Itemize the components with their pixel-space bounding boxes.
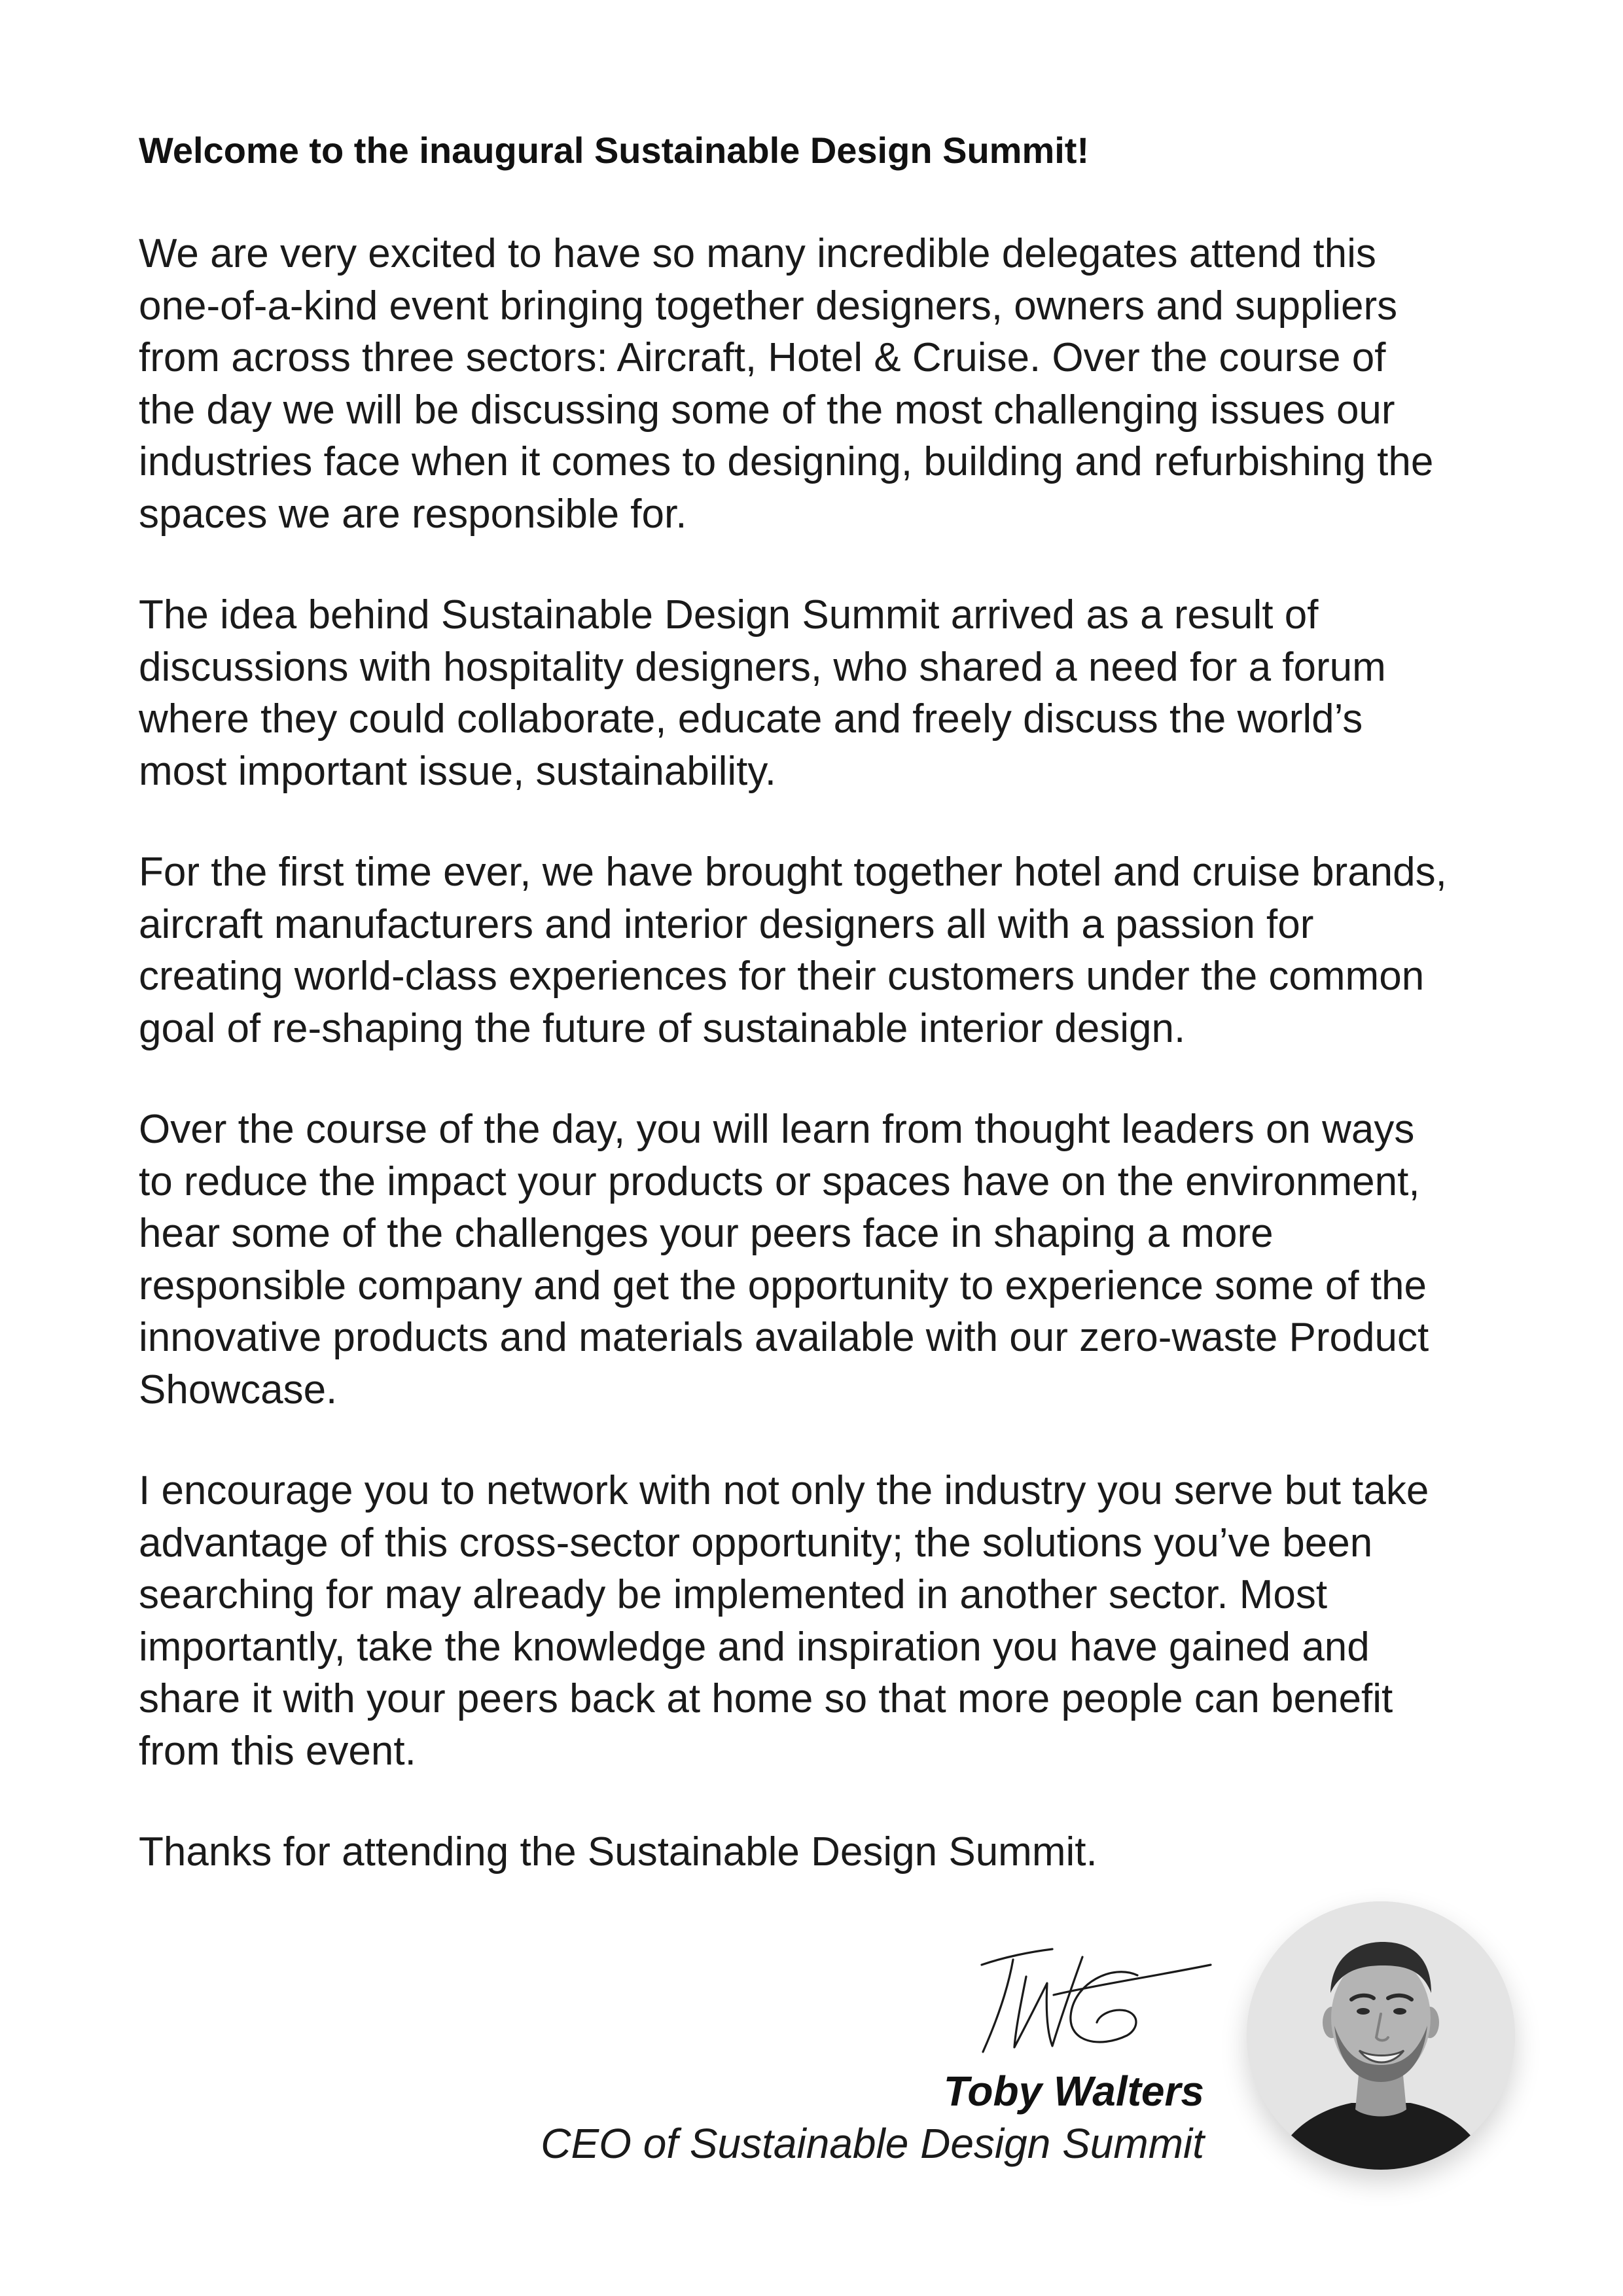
paragraph-line: from across three sectors: Aircraft, Hotel & Cruise. Over the course of [139, 335, 1386, 380]
paragraph-line: advantage of this cross-sector opportunity; the solutions you’ve been [139, 1520, 1373, 1566]
avatar [1247, 1901, 1515, 2170]
portrait-photo [1247, 1901, 1515, 2170]
letter-heading: Welcome to the inaugural Sustainable Design Summit! [139, 130, 1090, 171]
paragraph-first-time [139, 846, 1526, 1054]
paragraph-line: I encourage you to network with not only the industry you serve but take [139, 1468, 1429, 1513]
paragraph-line: spaces we are responsible for. [139, 491, 687, 537]
paragraph-line: We are very excited to have so many incredible delegates attend this [139, 231, 1376, 276]
letter-body [139, 124, 1526, 1928]
paragraph-line: where they could collaborate, educate and freely discuss the world’s [139, 696, 1363, 742]
paragraph-course-of-day [139, 1103, 1526, 1416]
paragraph-line: Over the course of the day, you will learn from thought leaders on ways [139, 1107, 1415, 1152]
paragraph-line: the day we will be discussing some of the most challenging issues our [139, 387, 1395, 433]
paragraph-line: most important issue, sustainability. [139, 748, 777, 794]
paragraph-intro [139, 228, 1526, 540]
paragraph-network [139, 1465, 1526, 1777]
paragraph-line: from this event. [139, 1728, 416, 1774]
signer-name: Toby Walters [943, 2068, 1204, 2115]
paragraph-thanks [139, 1826, 1526, 1878]
paragraph-line: importantly, take the knowledge and inspiration you have gained and [139, 1624, 1370, 1670]
paragraph-line: industries face when it comes to designing, building and refurbishing the [139, 439, 1434, 484]
paragraph-idea [139, 589, 1526, 797]
paragraph-line: goal of re-shaping the future of sustainable interior design. [139, 1005, 1186, 1051]
paragraph-line: The idea behind Sustainable Design Summit arrived as a result of [139, 592, 1319, 637]
paragraph-line: hear some of the challenges your peers face in shaping a more [139, 1211, 1274, 1256]
paragraph-line: share it with your peers back at home so that more people can benefit [139, 1676, 1393, 1721]
signer-title: CEO of Sustainable Design Summit [541, 2120, 1204, 2167]
paragraph-line: creating world-class experiences for their customers under the common [139, 954, 1425, 999]
signature-icon [942, 1937, 1217, 2068]
paragraph-line: searching for may already be implemented in another sector. Most [139, 1572, 1328, 1617]
paragraph-line: one-of-a-kind event bringing together designers, owners and suppliers [139, 283, 1398, 329]
paragraph-line: responsible company and get the opportunity to experience some of the [139, 1263, 1427, 1308]
paragraph-line: For the first time ever, we have brought together hotel and cruise brands, [139, 850, 1447, 895]
paragraph-line: Showcase. [139, 1367, 338, 1412]
paragraph-line: Thanks for attending the Sustainable Design Summit. [139, 1829, 1097, 1874]
paragraph-line: aircraft manufacturers and interior designers all with a passion for [139, 901, 1314, 947]
paragraph-line: innovative products and materials available with our zero-waste Product [139, 1315, 1429, 1360]
paragraph-line: discussions with hospitality designers, who shared a need for a forum [139, 644, 1386, 690]
paragraph-line: to reduce the impact your products or spaces have on the environment, [139, 1158, 1420, 1204]
